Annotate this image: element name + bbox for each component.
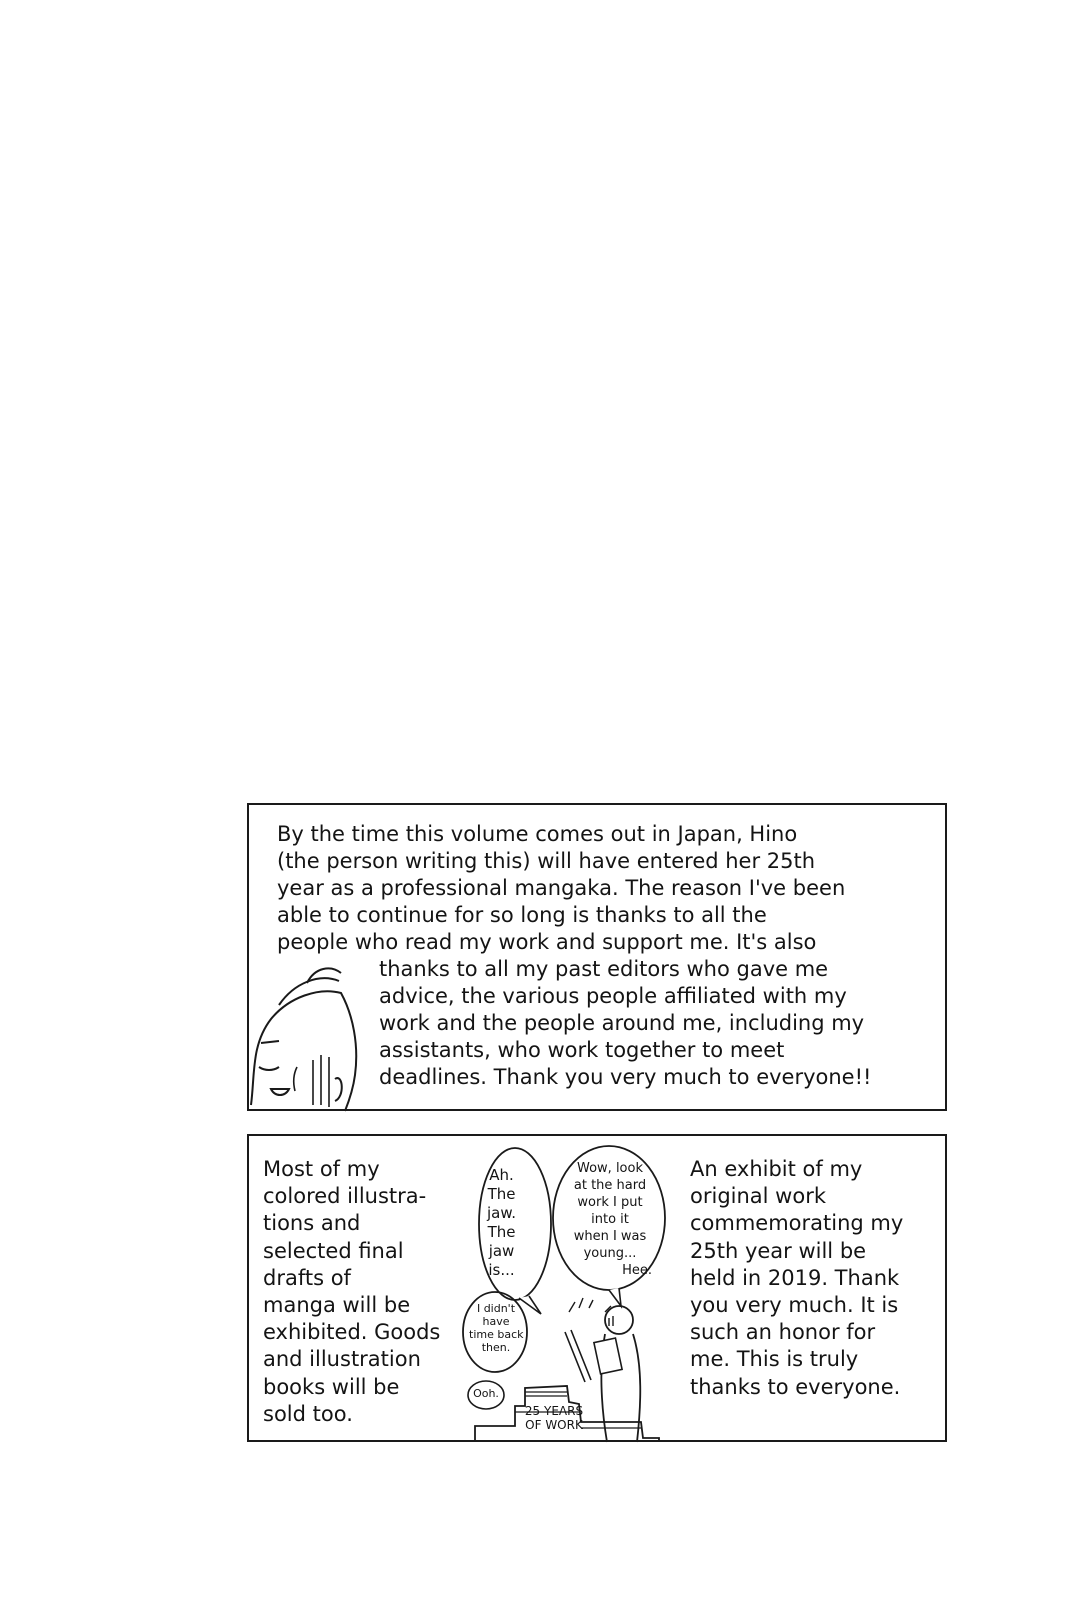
bubble-ooh-text: Ooh. xyxy=(473,1387,499,1400)
text-line: (the person writing this) will have entered her 25th xyxy=(277,849,816,873)
text-line: exhibited. Goods xyxy=(263,1320,441,1345)
text-line: have xyxy=(482,1315,510,1328)
text-line: year as a professional mangaka. The reason I've been xyxy=(277,876,846,900)
text-line: able to continue for so long is thanks to all the xyxy=(277,903,767,927)
text-line: The xyxy=(487,1223,516,1241)
text-line: people who read my work and support me. It's also xyxy=(277,930,817,954)
text-line: original work xyxy=(690,1184,826,1209)
text-line: 25 YEARS xyxy=(524,1404,584,1418)
stack-label xyxy=(499,1404,609,1432)
text-line: you very much. It is xyxy=(690,1293,899,1318)
text-line: Hee. xyxy=(622,1263,652,1278)
rolled-paper xyxy=(565,1330,591,1382)
text-line: thanks to everyone. xyxy=(690,1374,901,1399)
text-line: tions and xyxy=(263,1211,361,1236)
text-line: into it xyxy=(591,1212,629,1227)
right-text-block xyxy=(690,1156,903,1401)
text-line: drafts of xyxy=(263,1265,351,1290)
text-line: 25th year will be xyxy=(690,1238,867,1263)
text-line: Ah. xyxy=(489,1166,514,1184)
text-line: manga will be xyxy=(263,1293,411,1318)
text-line: The xyxy=(487,1185,516,1203)
text-line: I didn't xyxy=(476,1302,516,1315)
bubble-wow-text xyxy=(564,1160,656,1279)
text-line: and illustration xyxy=(263,1347,421,1372)
text-line: Most of my xyxy=(263,1157,380,1181)
bottom-panel xyxy=(247,1134,947,1442)
text-line: me. This is truly xyxy=(690,1347,859,1372)
bubble-no-time-text xyxy=(469,1302,523,1354)
text-line: jaw. xyxy=(487,1204,517,1222)
text-line: held in 2019. Thank xyxy=(690,1265,900,1290)
held-paper xyxy=(594,1338,622,1374)
text-line: An exhibit of my xyxy=(690,1157,863,1181)
text-line: jaw xyxy=(488,1242,515,1260)
top-panel xyxy=(247,803,947,1111)
text-line: time back xyxy=(469,1328,524,1341)
text-line: selected final xyxy=(263,1238,404,1263)
text-line: then. xyxy=(481,1341,511,1354)
text-line: books will be xyxy=(263,1374,400,1399)
bubble-jaw-text xyxy=(487,1166,516,1280)
text-line: OF WORK xyxy=(525,1418,583,1432)
text-line: assistants, who work together to meet xyxy=(379,1038,785,1062)
text-line: at the hard xyxy=(573,1178,647,1193)
text-line: is... xyxy=(488,1261,515,1279)
text-line: work and the people around me, including my xyxy=(379,1011,865,1035)
text-line: work I put xyxy=(577,1195,643,1210)
text-line: advice, the various people affiliated with my xyxy=(379,984,847,1008)
text-line: thanks to all my past editors who gave me xyxy=(379,957,829,981)
text-line: sold too. xyxy=(263,1401,353,1426)
text-line: By the time this volume comes out in Japan, Hino xyxy=(277,822,798,846)
text-line: Wow, look xyxy=(577,1161,643,1176)
text-line: deadlines. Thank you very much to everyone!! xyxy=(379,1065,872,1089)
text-line: commemorating my xyxy=(690,1211,904,1236)
text-line: young... xyxy=(583,1246,637,1261)
text-line: such an honor for xyxy=(690,1320,876,1345)
text-line: when I was xyxy=(573,1229,647,1244)
text-line: colored illustra- xyxy=(263,1184,427,1209)
